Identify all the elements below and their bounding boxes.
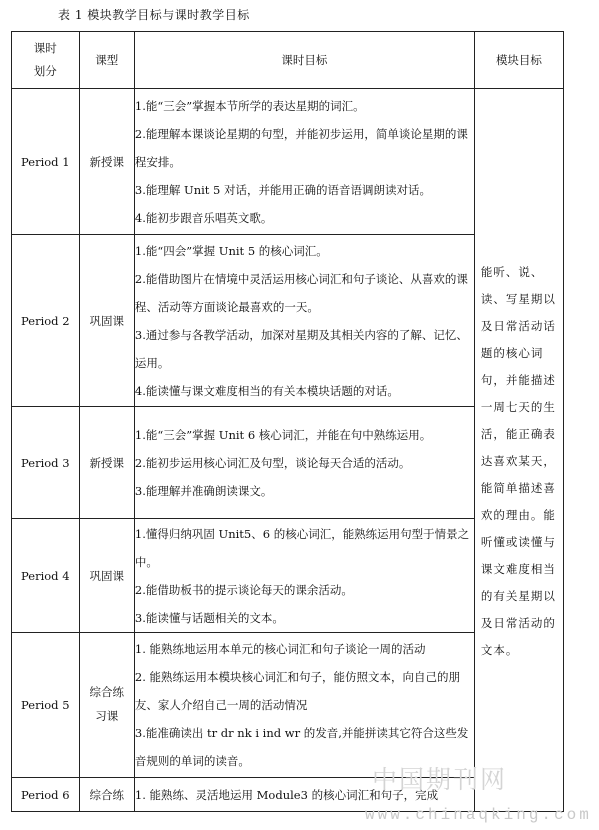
goal-item: 2. 能熟练运用本模块核心词汇和句子，能仿照文本，向自己的朋友、家人介绍自己一周的活动情况 [134,670,460,712]
module-goal-cell: 能听、说、读、写星期以及日常活动话题的核心词句，并能描述一周七天的生活，能正确表达喜欢某天，能简单描述喜欢的理由。能听懂或读懂与课文难度相当的有关星期以及日常活动的文本。 [474,89,563,812]
period-cell: Period 6 [12,778,80,812]
goals-cell [134,633,474,778]
header-period-line1: 课时 [33,41,57,55]
goals-cell [134,407,474,519]
goal-item: 1. 能熟练、灵活地运用 Module3 的核心词汇和句子，完成 [134,787,439,802]
table-caption: 表 1 模块教学目标与课时教学目标 [58,8,250,22]
goal-item: 1.能“四会”掌握 Unit 5 的核心词汇。 [134,243,328,258]
period-cell: Period 1 [12,89,80,235]
goal-item: 3.能准确读出 tr dr nk i ind wr 的发音,并能拼读其它符合这些发音规则的单词的读音。 [134,726,469,768]
goal-item: 1.能“三会”掌握 Unit 6 核心词汇，并能在句中熟练运用。 [134,427,432,442]
table-row [12,89,564,235]
goal-item: 4.能读懂与课文难度相当的有关本模块话题的对话。 [134,383,399,398]
goal-item: 1.能“三会”掌握本节所学的表达星期的词汇。 [134,98,365,113]
goal-item: 2.能借助图片在情境中灵活运用核心词汇和句子谈论、从喜欢的课程、活动等方面谈论最喜欢的一天。 [134,271,468,314]
period-cell: Period 2 [12,235,80,407]
header-type: 课型 [79,32,134,89]
goals-cell [134,235,474,407]
goals-cell [134,89,474,235]
header-lesson-goals: 课时目标 [134,32,474,89]
goal-item: 3.能理解 Unit 5 对话，并能用正确的语音语调朗读对话。 [134,182,432,197]
goal-item: 4.能初步跟音乐唱英文歌。 [134,210,273,225]
type-cell: 新授课 [79,407,134,519]
goals-cell [134,519,474,633]
header-period [12,32,80,89]
goal-item: 2.能理解本课谈论星期的句型，并能初步运用，简单谈论星期的课程安排。 [134,126,468,169]
type-cell: 巩固课 [79,235,134,407]
watermark-url: www.chinaqking.com [365,806,592,824]
watermark-logo-text: 中国期刊网 [372,765,508,794]
type-label: 综合练习课 [89,685,124,723]
type-cell: 新授课 [79,89,134,235]
header-module-goals: 模块目标 [474,32,563,89]
goal-item: 2.能初步运用核心词汇及句型，谈论每天合适的活动。 [134,455,411,470]
goal-item: 1. 能熟练地运用本单元的核心词汇和句子谈论一周的活动 [134,642,426,656]
goal-item: 3.能读懂与话题相关的文本。 [134,610,284,625]
goal-item: 1.懂得归纳巩固 Unit5、6 的核心词汇，能熟练运用句型于情景之中。 [134,526,470,569]
period-cell: Period 3 [12,407,80,519]
type-cell: 巩固课 [79,519,134,633]
goal-item: 2.能借助板书的提示谈论每天的课余活动。 [134,582,353,597]
type-cell: 综合练 [79,778,134,812]
goals-table [11,31,564,812]
goal-item: 3.能理解并准确朗读课文。 [134,483,273,498]
period-cell: Period 4 [12,519,80,633]
table-header-row [12,32,564,89]
period-cell: Period 5 [12,633,80,778]
goal-item: 3.通过参与各教学活动，加深对星期及其相关内容的了解、记忆、运用。 [134,327,468,370]
type-cell [79,633,134,778]
header-period-line2: 划分 [33,64,57,78]
